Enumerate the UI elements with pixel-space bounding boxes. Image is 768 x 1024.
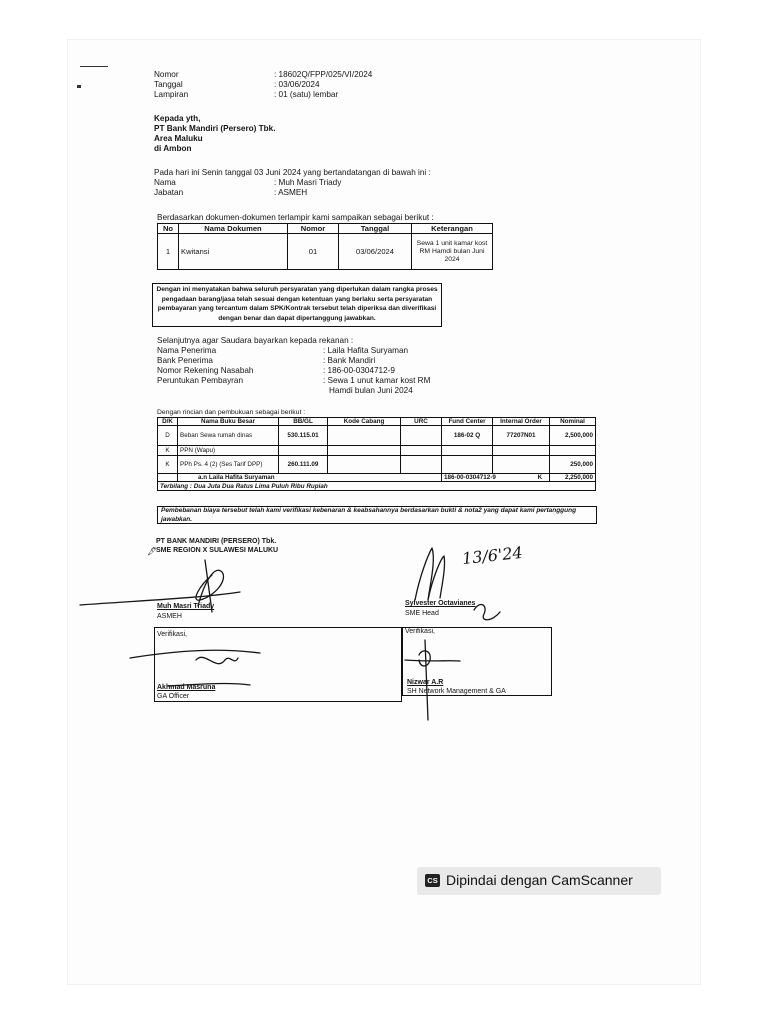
cell-fund: 186-02 Q: [442, 426, 493, 446]
left-signer-title: ASMEH: [157, 613, 182, 620]
cell-dk: K: [158, 456, 178, 474]
accounts-caption: Dengan rincian dan pembukuan sebagai berikut :: [157, 409, 306, 416]
verification-note: Pembebanan biaya tersebut telah kami verifikasi kebenaran & keabsahannya berdasarkan bukti & nota2 yang dapat kami pertanggung jawabkan.: [157, 506, 597, 524]
stamp-mark: 🖋: [147, 547, 158, 556]
handwritten-date: 13/6'24: [461, 542, 524, 569]
documents-caption: Berdasarkan dokumen-dokumen terlampir kami sampaikan sebagai berikut :: [157, 213, 434, 222]
cell-nominal: 250,000: [550, 456, 596, 474]
doc-number: 01: [288, 234, 339, 270]
doc-name: Kwitansi: [179, 234, 288, 270]
header-value: : 01 (satu) lembar: [274, 90, 339, 99]
payment-value: : Bank Mandiri: [323, 356, 376, 365]
org-line: SME REGION X SULAWESI MALUKU: [156, 547, 279, 554]
camscanner-watermark: [417, 867, 661, 895]
payment-value: : 186-00-0304712-9: [323, 366, 395, 375]
recipient-line: Kepada yth,: [154, 114, 201, 123]
column-header: Keterangan: [412, 224, 493, 234]
camscanner-icon: CS: [425, 874, 440, 887]
payment-label: Nomor Rekening Nasabah: [157, 366, 254, 375]
column-header: URC: [401, 418, 442, 426]
header-value: : 18602Q/FPP/025/VI/2024: [274, 70, 373, 79]
org-line: PT BANK MANDIRI (PERSERO) Tbk.: [156, 538, 277, 545]
payment-label: Peruntukan Pembayran: [157, 376, 244, 385]
recipient-line: PT Bank Mandiri (Persero) Tbk.: [154, 124, 276, 133]
header-label: Tanggal: [154, 80, 183, 89]
header-label: Lampiran: [154, 90, 189, 99]
camscanner-text: Dipindai dengan CamScanner: [446, 872, 633, 888]
verification-label: Verifikasi,: [405, 628, 435, 635]
intro-value: : ASMEH: [274, 188, 308, 197]
intro-label: Nama: [154, 178, 176, 187]
column-header: Kode Cabang: [328, 418, 401, 426]
column-header: Fund Center: [442, 418, 493, 426]
recipient-line: Area Maluku: [154, 134, 203, 143]
payment-value: : Laila Hafita Suryaman: [323, 346, 409, 355]
column-header: D/K: [158, 418, 178, 426]
doc-note: Sewa 1 unit kamar kost RM Hamdi bulan Juni 2024: [412, 234, 493, 270]
recipient-line: di Ambon: [154, 144, 192, 153]
intro-value: : Muh Masri Triady: [274, 178, 342, 187]
doc-date: 03/06/2024: [339, 234, 412, 270]
payment-label: Bank Penerima: [157, 356, 213, 365]
payee-dk: K: [537, 474, 543, 481]
payee-nominal: 2,250,000: [550, 474, 596, 482]
intro-label: Jabatan: [154, 188, 184, 197]
payment-value: : Sewa 1 unut kamar kost RM: [323, 376, 431, 385]
column-header: No: [158, 224, 179, 234]
column-header: Nama Dokumen: [179, 224, 288, 234]
payment-label: Nama Penerima: [157, 346, 217, 355]
doc-no: 1: [158, 234, 179, 270]
cell-name: Beban Sewa rumah dinas: [178, 426, 279, 446]
bottom-right-name: Nizwar A.R: [407, 679, 444, 686]
left-signer-name: Muh Masri Triady: [157, 603, 215, 610]
column-header: Nominal: [550, 418, 596, 426]
column-header: Tanggal: [339, 224, 412, 234]
column-header: Internal Order: [493, 418, 550, 426]
payee-account-number: 186-00-0304712-9: [444, 474, 496, 481]
header-label: Nomor: [154, 70, 179, 79]
cell-dk: K: [158, 446, 178, 456]
payment-intro: Selanjutnya agar Saudara bayarkan kepada rekanan :: [157, 336, 354, 345]
payment-value: Hamdi bulan Juni 2024: [329, 386, 413, 395]
bottom-left-name: Akhmad Masruna: [157, 684, 216, 691]
column-header: Nama Buku Besar: [178, 418, 279, 426]
bottom-left-title: GA Officer: [157, 693, 190, 700]
cell-name: PPh Ps. 4 (2) (Ses Tarif DPP): [178, 456, 279, 474]
verification-label: Verifikasi,: [157, 631, 187, 638]
cell-order: 77207N01: [493, 426, 550, 446]
intro-text: Pada hari ini Senin tanggal 03 Juni 2024 yang bertandatangan di bawah ini :: [154, 168, 431, 177]
bottom-right-title: SH Network Management & GA: [407, 688, 506, 695]
cell-gl: 530.115.01: [279, 426, 328, 446]
cell-gl: 260.111.09: [279, 456, 328, 474]
header-value: : 03/06/2024: [274, 80, 320, 89]
column-header: Nomor: [288, 224, 339, 234]
cell-dk: D: [158, 426, 178, 446]
terbilang: Terbilang : Dua Juta Dua Ratus Lima Puluh Ribu Rupiah: [158, 482, 596, 491]
right-signer-name: Sylvester Octavianes: [405, 600, 476, 607]
statement-box: Dengan ini menyatakan bahwa seluruh persyaratan yang diperlukan dalam rangka proses pengadaan barang/jasa telah sesuai dengan ketentuan yang berlaku serta persyaratan pembayaran yang tercantum dalam SPK/Kontrak tersebut telah diperiksa dan diverifikasi dengan benar dan dapat dipertanggung jawabkan.: [152, 283, 442, 327]
cell-name: PPN (Wapu): [178, 446, 279, 456]
right-signer-title: SME Head: [405, 610, 439, 617]
cell-nominal: 2,500,000: [550, 426, 596, 446]
payee-name: a.n Laila Hafita Suryaman: [178, 474, 442, 482]
column-header: BB/GL: [279, 418, 328, 426]
